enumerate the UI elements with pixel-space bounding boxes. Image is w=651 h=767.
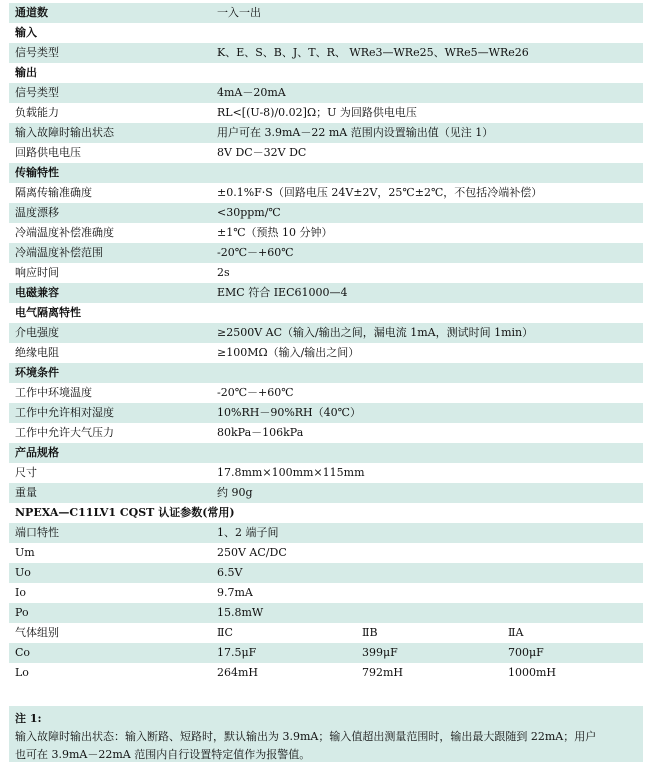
param-value: ±0.1%F·S（回路电压 24V±2V，25℃±2℃，不包括冷端补偿）	[217, 186, 543, 199]
param-label: 冷端温度补偿范围	[15, 246, 103, 259]
param-value: EMC 符合 IEC61000—4	[217, 286, 348, 299]
spec-row	[9, 483, 643, 503]
param-label: Uo	[15, 566, 31, 579]
spec-row	[9, 463, 643, 483]
param-label: 端口特性	[15, 526, 59, 539]
param-label: Co	[15, 646, 31, 659]
param-label: 温度漂移	[15, 206, 59, 219]
param-label: 工作中环境温度	[15, 386, 92, 399]
note-line-1: 输入故障时输出状态：输入断路、短路时，默认输出为 3.9mA；输入值超出测量范围时，输出最大跟随到 22mA；用户	[15, 730, 597, 743]
spec-row	[9, 183, 643, 203]
param-label: 传输特性	[15, 166, 59, 179]
param-label: 输出	[15, 66, 37, 79]
param-label: 电磁兼容	[15, 286, 59, 299]
param-label: Lo	[15, 666, 29, 679]
spec-row	[9, 623, 643, 643]
section-header-row	[9, 3, 643, 23]
param-value: 4mA－20mA	[217, 86, 286, 99]
param-value: 399μF	[362, 646, 398, 659]
param-value: 用户可在 3.9mA－22 mA 范围内设置输出值（见注 1）	[217, 126, 494, 139]
param-label: 尺寸	[15, 466, 37, 479]
param-value: 8V DC－32V DC	[217, 146, 307, 159]
spec-row	[9, 583, 643, 603]
spec-row	[9, 403, 643, 423]
param-value: 80kPa－106kPa	[217, 426, 304, 439]
note-box	[9, 706, 643, 762]
spec-row	[9, 383, 643, 403]
spec-row	[9, 563, 643, 583]
param-label: 电气隔离特性	[15, 306, 81, 319]
param-label: 通道数	[15, 6, 48, 19]
param-value: 约 90g	[217, 486, 253, 499]
param-value: K、E、S、B、J、T、R、 WRe3—WRe25、WRe5—WRe26	[217, 46, 529, 59]
param-label: 信号类型	[15, 46, 59, 59]
param-value: 1000mH	[508, 666, 557, 679]
section-header-row	[9, 363, 643, 383]
param-label: 工作中允许大气压力	[15, 426, 114, 439]
param-label: 负载能力	[15, 106, 59, 119]
spec-row	[9, 103, 643, 123]
spec-row	[9, 543, 643, 563]
param-value: ⅡC	[217, 626, 233, 639]
param-value: -20℃－+60℃	[217, 246, 294, 259]
spec-row	[9, 243, 643, 263]
section-header-row	[9, 63, 643, 83]
section-header-row	[9, 283, 643, 303]
param-label: Po	[15, 606, 29, 619]
section-header-row	[9, 303, 643, 323]
spec-row	[9, 263, 643, 283]
param-value: 264mH	[217, 666, 259, 679]
param-label: 环境条件	[15, 366, 59, 379]
param-value: 6.5V	[217, 566, 243, 579]
param-value: 17.8mm×100mm×115mm	[217, 466, 365, 479]
param-value: 一入一出	[217, 6, 261, 19]
param-value: 17.5μF	[217, 646, 257, 659]
param-label: NPEXA—C11LV1 CQST 认证参数(常用)	[15, 506, 235, 519]
param-value: 1、2 端子间	[217, 526, 279, 539]
param-label: 产品规格	[15, 446, 59, 459]
param-label: 回路供电电压	[15, 146, 81, 159]
param-label: 输入故障时输出状态	[15, 126, 114, 139]
param-label: 工作中允许相对湿度	[15, 406, 114, 419]
param-label: 输入	[15, 26, 37, 39]
section-header-row	[9, 503, 643, 523]
param-value: ≥2500V AC（输入/输出之间，漏电流 1mA，测试时间 1min）	[217, 326, 534, 339]
param-value: -20℃－+60℃	[217, 386, 294, 399]
param-value: ⅡB	[362, 626, 378, 639]
param-label: 介电强度	[15, 326, 59, 339]
param-value: 700μF	[508, 646, 544, 659]
param-label: 重量	[15, 486, 37, 499]
param-label: 气体组别	[15, 626, 59, 639]
param-value: ±1℃（预热 10 分钟）	[217, 226, 333, 239]
spec-row	[9, 523, 643, 543]
param-label: 信号类型	[15, 86, 59, 99]
section-header-row	[9, 443, 643, 463]
spec-row	[9, 663, 643, 683]
param-label: 冷端温度补偿准确度	[15, 226, 114, 239]
spec-row	[9, 83, 643, 103]
param-value: 792mH	[362, 666, 404, 679]
param-value: RL<[(U-8)/0.02]Ω；U 为回路供电电压	[217, 106, 417, 119]
note-line-2: 也可在 3.9mA－22mA 范围内自行设置特定值作为报警值。	[15, 748, 311, 761]
param-value: 9.7mA	[217, 586, 253, 599]
param-value: <30ppm/℃	[217, 206, 281, 219]
section-header-row	[9, 163, 643, 183]
spec-row	[9, 643, 643, 663]
spec-row	[9, 603, 643, 623]
param-label: 隔离传输准确度	[15, 186, 92, 199]
param-label: Um	[15, 546, 35, 559]
spec-row	[9, 143, 643, 163]
spec-row	[9, 343, 643, 363]
spec-row	[9, 323, 643, 343]
spec-row	[9, 43, 643, 63]
spec-row	[9, 423, 643, 443]
param-value: ⅡA	[508, 626, 524, 639]
spec-row	[9, 223, 643, 243]
param-value: 2s	[217, 266, 230, 279]
param-value: 250V AC/DC	[217, 546, 287, 559]
param-label: Io	[15, 586, 26, 599]
spec-row	[9, 123, 643, 143]
note-title: 注 1:	[15, 712, 42, 725]
param-value: 10%RH－90%RH（40℃）	[217, 406, 361, 419]
param-value: 15.8mW	[217, 606, 264, 619]
param-label: 响应时间	[15, 266, 59, 279]
spec-row	[9, 203, 643, 223]
param-value: ≥100MΩ（输入/输出之间）	[217, 346, 360, 359]
param-label: 绝缘电阻	[15, 346, 59, 359]
section-header-row	[9, 23, 643, 43]
